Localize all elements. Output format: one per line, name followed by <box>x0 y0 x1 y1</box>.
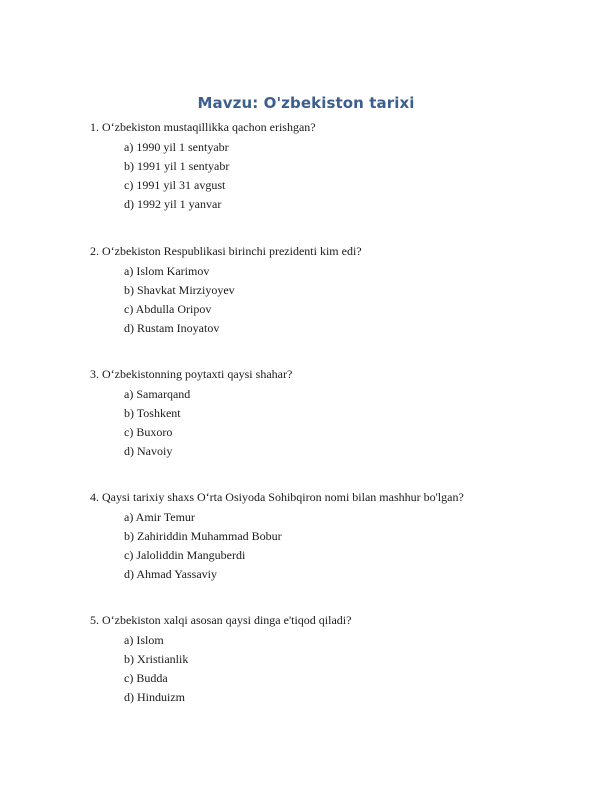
answer-option-a: a) Amir Temur <box>124 510 195 524</box>
answer-option-b: b) Toshkent <box>124 406 181 420</box>
question-block-2 <box>90 244 590 340</box>
answer-option-d: d) Rustam Inoyatov <box>124 321 220 335</box>
answer-option-c: c) Budda <box>124 671 168 685</box>
answer-options <box>124 510 590 586</box>
answer-option-c: c) Jaloliddin Manguberdi <box>124 548 246 562</box>
answer-option-d: d) 1992 yil 1 yanvar <box>124 197 222 211</box>
answer-option-d: d) Navoiy <box>124 444 173 458</box>
answer-options <box>124 387 590 463</box>
answer-option-c: c) Buxoro <box>124 425 173 439</box>
answer-option-b: b) Zahiriddin Muhammad Bobur <box>124 529 282 543</box>
question-text: 2. O‘zbekiston Respublikasi birinchi prezidenti kim edi? <box>90 244 362 258</box>
answer-option-a: a) Islom <box>124 633 164 647</box>
answer-option-a: a) Islom Karimov <box>124 264 210 278</box>
question-text: 3. O‘zbekistonning poytaxti qaysi shahar? <box>90 367 293 381</box>
answer-option-b: b) 1991 yil 1 sentyabr <box>124 159 230 173</box>
answer-option-c: c) 1991 yil 31 avgust <box>124 178 226 192</box>
document-title: Mavzu: O'zbekiston tarixi <box>197 94 415 112</box>
question-text: 1. O‘zbekiston mustaqillikka qachon erishgan? <box>90 120 316 134</box>
question-block-3 <box>90 367 590 463</box>
question-block-1 <box>90 120 590 216</box>
answer-options <box>124 140 590 216</box>
answer-option-a: a) Samarqand <box>124 387 191 401</box>
question-text: 4. Qaysi tarixiy shaxs O‘rta Osiyoda Sohibqiron nomi bilan mashhur bo'lgan? <box>90 490 464 504</box>
answer-options <box>124 264 590 340</box>
answer-option-b: b) Xristianlik <box>124 652 189 666</box>
answer-option-a: a) 1990 yil 1 sentyabr <box>124 140 229 154</box>
question-block-5 <box>90 613 590 709</box>
answer-option-c: c) Abdulla Oripov <box>124 302 212 316</box>
answer-option-d: d) Hinduizm <box>124 690 185 704</box>
answer-option-b: b) Shavkat Mirziyoyev <box>124 283 235 297</box>
question-text: 5. O‘zbekiston xalqi asosan qaysi dinga e'tiqod qiladi? <box>90 613 352 627</box>
answer-options <box>124 633 590 709</box>
question-block-4 <box>90 490 590 586</box>
answer-option-d: d) Ahmad Yassaviy <box>124 567 218 581</box>
